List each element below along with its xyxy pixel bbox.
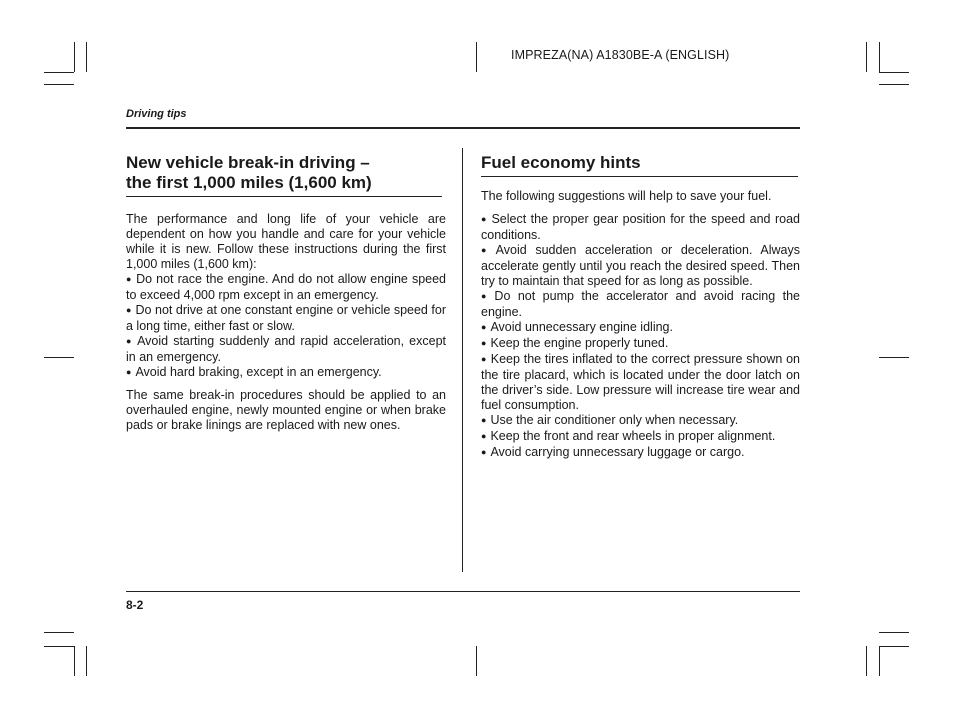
- left-column: [126, 153, 446, 433]
- fuel-bullet: ● Select the proper gear position for the speed and road conditions.: [481, 212, 800, 243]
- break-in-bullet: ● Avoid starting suddenly and rapid acceleration, except in an emergency.: [126, 334, 446, 365]
- fuel-bullet: ● Keep the engine properly tuned.: [481, 336, 800, 352]
- fuel-intro: The following suggestions will help to save your fuel.: [481, 189, 772, 203]
- fuel-bullet: ● Keep the front and rear wheels in proper alignment.: [481, 429, 800, 445]
- break-in-heading: [126, 153, 446, 193]
- section-title: Driving tips: [126, 108, 187, 120]
- heading-line-2: the first 1,000 miles (1,600 km): [126, 173, 372, 192]
- fuel-bullet: ● Avoid unnecessary engine idling.: [481, 320, 800, 336]
- break-in-bullet: ● Do not drive at one constant engine or vehicle speed for a long time, either fast or slow.: [126, 303, 446, 334]
- heading-underline: [481, 176, 798, 177]
- fuel-bullet: ● Avoid carrying unnecessary luggage or cargo.: [481, 445, 800, 461]
- right-column: [481, 153, 800, 461]
- footer-rule: [126, 591, 800, 592]
- fuel-economy-heading: Fuel economy hints: [481, 153, 641, 172]
- break-in-bullet: ● Avoid hard braking, except in an emergency.: [126, 365, 446, 381]
- document-id: IMPREZA(NA) A1830BE-A (ENGLISH): [511, 48, 730, 62]
- column-divider: [462, 148, 463, 572]
- page-number: 8-2: [126, 598, 144, 612]
- break-in-closing: The same break-in procedures should be applied to an overhauled engine, newly mounted engine or when brake pads or brake linings are replaced with new ones.: [126, 388, 446, 432]
- fuel-bullet: ● Avoid sudden acceleration or deceleration. Always accelerate gently until you reach the desired speed. Then try to maintain that speed for as long as possible.: [481, 243, 800, 289]
- heading-line-1: New vehicle break-in driving –: [126, 153, 370, 172]
- fuel-bullet: ● Keep the tires inflated to the correct pressure shown on the tire placard, which is located under the door latch on the driver’s side. Low pressure will increase tire wear and fuel consumption.: [481, 352, 800, 413]
- fuel-bullet: ● Use the air conditioner only when necessary.: [481, 413, 800, 429]
- heading-underline: [126, 196, 442, 197]
- break-in-intro: The performance and long life of your vehicle are dependent on how you handle and care for your vehicle while it is new. Follow these instructions during the first 1,000 miles (1,600 km):: [126, 212, 446, 271]
- break-in-bullet: ● Do not race the engine. And do not allow engine speed to exceed 4,000 rpm except in an emergency.: [126, 272, 446, 303]
- fuel-bullet: ● Do not pump the accelerator and avoid racing the engine.: [481, 289, 800, 320]
- header-rule: [126, 127, 800, 129]
